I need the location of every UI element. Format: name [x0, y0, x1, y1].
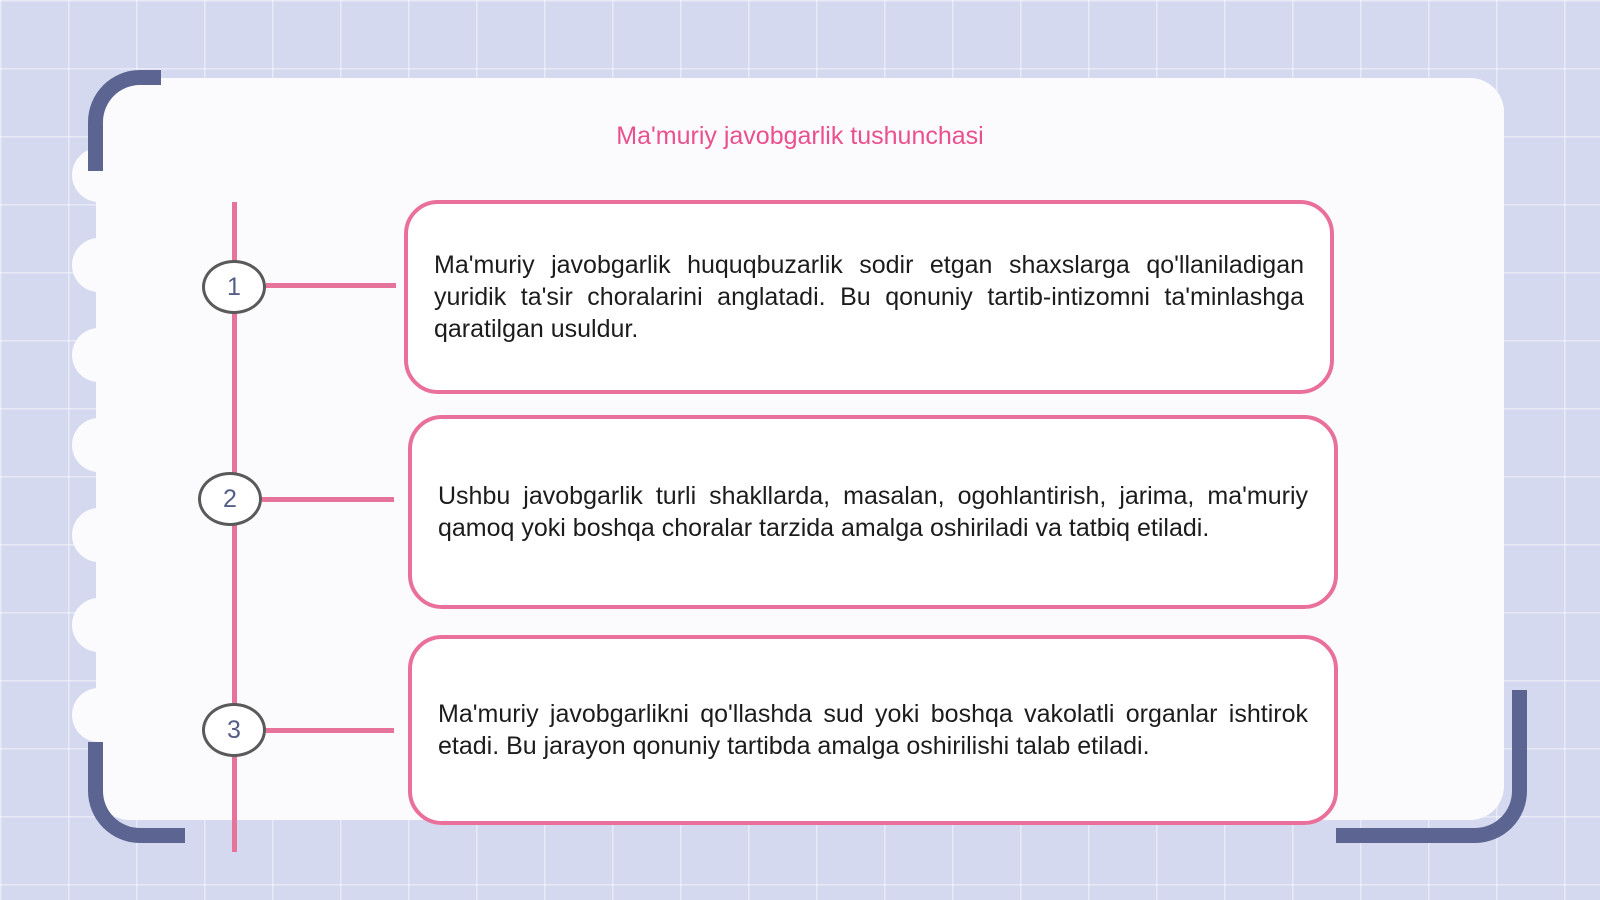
slide-title: Ma'muriy javobgarlik tushunchasi	[616, 122, 984, 150]
corner-bracket-top-left	[88, 70, 161, 171]
card-scallop	[72, 508, 126, 562]
timeline-box-text: Ma'muriy javobgarlikni qo'llashda sud yoki boshqa vakolatli organlar ishtirok etadi. Bu jarayon qonuniy tartibda amalga oshirilishi talab etiladi.	[438, 700, 1308, 760]
timeline-box-3	[408, 635, 1338, 825]
card-scallop	[72, 328, 126, 382]
timeline-box-1	[404, 200, 1334, 394]
corner-bracket-bottom-left	[88, 742, 185, 843]
timeline-box-text: Ushbu javobgarlik turli shakllarda, masalan, ogohlantirish, jarima, ma'muriy qamoq yoki boshqa choralar tarzida amalga oshiriladi va tatbiq etiladi.	[438, 482, 1308, 542]
card-scallop	[72, 418, 126, 472]
card-scallop	[72, 688, 126, 742]
card-scallop	[72, 598, 126, 652]
timeline-connector	[266, 283, 396, 288]
corner-bracket-bottom-right	[1336, 690, 1527, 843]
timeline-connector	[266, 728, 394, 733]
timeline-node-1: 1	[202, 260, 266, 314]
timeline-box-2	[408, 415, 1338, 609]
timeline-node-2: 2	[198, 472, 262, 526]
card-scallop	[72, 238, 126, 292]
timeline-connector	[262, 497, 394, 502]
timeline-box-text: Ma'muriy javobgarlik huquqbuzarlik sodir etgan shaxslarga qo'llaniladigan yuridik ta'sir choralarini anglatadi. Bu qonuniy tartib-intizomni ta'minlashga qaratilgan usuldur.	[434, 251, 1304, 343]
timeline-node-3: 3	[202, 703, 266, 757]
